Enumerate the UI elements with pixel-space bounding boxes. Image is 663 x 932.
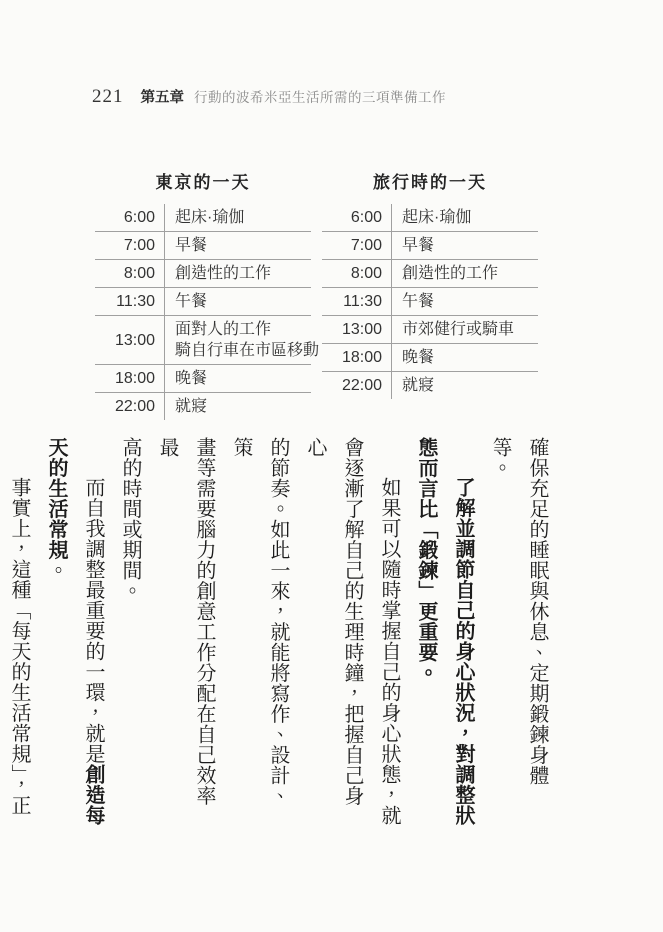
emphasized-text: 態而言比「鍛鍊」更重要。 [415,437,437,683]
time-cell: 18:00 [341,349,382,366]
time-cell: 13:00 [341,321,382,338]
schedule-table-travel [322,168,538,420]
activity-cell: 起床·瑜伽 [164,204,311,231]
time-cell: 8:00 [350,265,382,282]
emphasized-text: 天的生活常規 [45,437,67,560]
schedule-row [95,260,311,288]
activity-cell: 創造性的工作 [391,260,538,287]
chapter-title: 行動的波希米亞生活所需的三項準備工作 [194,90,446,105]
schedule-row [322,232,538,260]
chapter-label: 第五章 [140,90,184,106]
schedule-row [95,316,320,365]
time-cell: 22:00 [114,398,155,415]
activity-cell: 晚餐 [164,365,311,392]
body-text-run: 高的時間或期間。 [119,437,141,601]
activity-cell: 午餐 [391,288,538,315]
schedule-row [322,260,538,288]
time-cell: 6:00 [350,209,382,226]
body-text-run: 的節奏。如此一來，就能將寫作、設計、策 [230,437,289,806]
schedule-rows [95,204,320,420]
emphasized-text: 了解並調節自己的身心狀況，對調整狀 [452,477,474,826]
schedule-row [95,232,311,260]
text-column [148,437,222,825]
schedule-title: 旅行時的一天 [373,173,487,192]
body-text-run: 確保充足的睡眠與休息、定期鍛鍊身體等。 [489,437,548,786]
activity-cell: 午餐 [164,288,311,315]
schedule-row [95,365,311,393]
activity-cell: 起床·瑜伽 [391,204,538,231]
schedule-title: 東京的一天 [155,173,251,192]
text-column [0,437,37,865]
time-cell: 13:00 [114,331,155,349]
text-column [37,437,74,825]
time-cell: 18:00 [114,370,155,387]
schedule-rows [322,204,538,399]
body-text-run: 而自我調整最重要的一環，就是 [82,477,104,764]
activity-cell: 就寢 [164,393,311,420]
activity-cell: 晚餐 [391,344,538,371]
body-text-run: 會逐漸了解自己的生理時鐘，把握自己身心 [304,437,363,806]
time-cell: 22:00 [341,377,382,394]
body-text-run: 如果可以隨時掌握自己的身心狀態，就 [378,477,400,826]
time-cell: 8:00 [123,265,155,282]
text-column [74,437,111,865]
activity-cell: 面對人的工作 騎自行車在市區移動 [164,316,319,364]
text-column [481,437,555,825]
vertical-body-text [8,437,555,826]
schedule-row [95,393,311,420]
schedule-row [322,316,538,344]
schedule-row [95,204,311,232]
time-cell: 7:00 [350,237,382,254]
body-text-run: 。 [45,560,67,581]
text-column [111,437,148,825]
activity-cell: 早餐 [164,232,311,259]
schedule-row [322,344,538,372]
body-text-run: 畫等需要腦力的創意工作分配在自己效率最 [156,437,215,806]
schedule-row [95,288,311,316]
time-cell: 11:30 [343,293,382,310]
text-column [370,437,407,865]
time-cell: 6:00 [123,209,155,226]
page-number: 221 [92,86,124,107]
schedule-row [322,204,538,232]
text-column [444,437,481,865]
daily-schedules [95,168,538,420]
schedule-row [322,288,538,316]
running-head [92,86,446,108]
activity-cell: 市郊健行或騎車 [391,316,538,343]
text-column [296,437,370,825]
text-column [407,437,444,825]
activity-cell: 就寢 [391,372,538,399]
emphasized-text: 創造每 [82,764,104,826]
time-cell: 11:30 [116,293,155,310]
schedule-row [322,372,538,399]
activity-cell: 創造性的工作 [164,260,311,287]
body-text-run: 事實上，這種「每天的生活常規」，正 [8,477,30,816]
activity-cell: 早餐 [391,232,538,259]
time-cell: 7:00 [123,237,155,254]
schedule-table-tokyo [95,168,320,420]
text-column [222,437,296,825]
